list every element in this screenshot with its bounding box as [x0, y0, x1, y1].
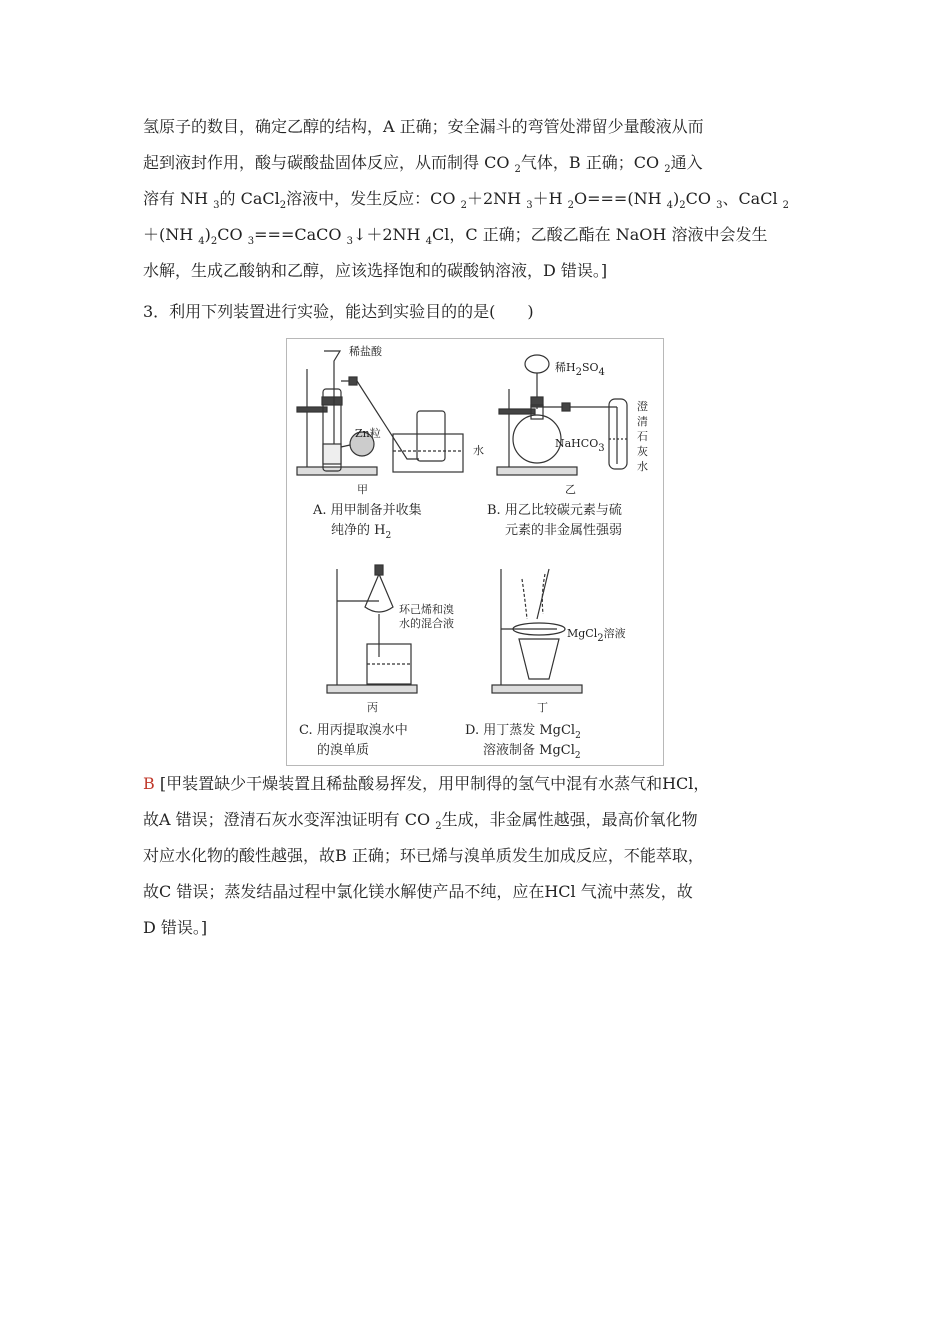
text-line: [465, 741, 581, 761]
water-label: 水: [473, 444, 484, 457]
subscript: 2: [514, 164, 521, 175]
subscript: 2: [782, 200, 790, 211]
answer-line-5: D 错误。]: [143, 918, 208, 937]
text: 稀H: [555, 361, 576, 374]
text: 纯净的 H: [331, 523, 386, 538]
bing-label: 丙: [367, 701, 378, 714]
text: C. 用丙提取溴水中: [299, 723, 408, 738]
subscript: 2: [679, 200, 686, 211]
text: ＋(NH: [143, 225, 199, 244]
text: CO: [217, 225, 248, 244]
subscript: 4: [198, 236, 205, 247]
text: ): [672, 189, 680, 208]
text: 生成，非金属性越强，最高价氧化物: [441, 810, 698, 829]
explanation-line-4: [143, 217, 823, 253]
option-d-caption: [465, 721, 581, 761]
subscript: 2: [575, 367, 582, 378]
text: A. 用甲制备并收集: [313, 503, 422, 518]
subscript: 2: [435, 821, 442, 832]
text: ↓＋2NH: [352, 225, 426, 244]
text: 溶有 NH: [143, 189, 214, 208]
explanation-paragraph: [143, 109, 823, 289]
text: 、CaCl: [722, 189, 783, 208]
apparatus-drawing: [287, 339, 663, 765]
answer-line-1: [143, 766, 823, 802]
text: B. 用乙比较碳元素与硫: [487, 503, 622, 518]
option-a-caption: [313, 501, 422, 541]
text: 通入: [670, 153, 703, 172]
explanation-line-1: [143, 109, 823, 145]
text: NaHCO: [555, 437, 599, 450]
explanation-line-3: [143, 181, 823, 217]
text: D. 用丁蒸发 MgCl: [465, 723, 576, 738]
subscript: 2: [597, 633, 604, 644]
subscript: 4: [425, 236, 432, 247]
subscript: 2: [567, 200, 574, 211]
subscript: 2: [385, 531, 392, 541]
subscript: 2: [460, 200, 467, 211]
answer-line-3: 对应水化物的酸性越强，故B 正确；环已烯与溴单质发生加成反应，不能萃取，: [143, 846, 704, 865]
subscript: 3: [247, 236, 255, 247]
text: [甲装置缺少干燥装置且稀盐酸易挥发，用甲制得的氢气中混有水蒸气和HCl，: [154, 774, 710, 793]
text: ＋H: [532, 189, 568, 208]
subscript: 4: [666, 200, 673, 211]
text: ===CaCO: [254, 225, 347, 244]
apparatus-jia: [297, 351, 463, 475]
text: 水的混合液: [399, 617, 454, 630]
limewater-label: [637, 399, 648, 474]
option-b-caption: [487, 501, 622, 541]
hcl-label: 稀盐酸: [349, 345, 382, 358]
text-line: [313, 521, 422, 541]
explanation-line-5: [143, 253, 823, 289]
text: 溶液制备 MgCl: [483, 743, 575, 758]
text: 水解，生成乙酸钠和乙醇，应该选择饱和的碳酸钠溶液，D 错误。]: [143, 261, 608, 280]
subscript: 4: [598, 367, 605, 378]
text: 氢原子的数目，确定乙醇的结构，A 正确；安全漏斗的弯管处滞留少量酸液从而: [143, 117, 704, 136]
subscript: 3: [526, 200, 533, 211]
question-text: 3．利用下列装置进行实验，能达到实验目的的是( ): [143, 302, 534, 321]
text: CO: [685, 189, 717, 208]
answer-letter: B: [143, 774, 155, 793]
text: 环己烯和溴: [399, 603, 454, 616]
text: ): [204, 225, 211, 244]
subscript: 3: [598, 443, 605, 454]
h2so4-label: [555, 359, 605, 378]
text: 溶液: [603, 627, 626, 640]
subscript: 2: [574, 751, 581, 761]
text: 气体，B 正确；CO: [520, 153, 665, 172]
text: 的溴单质: [317, 743, 370, 758]
char: 灰: [637, 445, 648, 458]
char: 石: [637, 430, 648, 443]
mgcl2-label: [567, 625, 626, 644]
char: 澄: [637, 400, 648, 413]
subscript: 2: [279, 200, 287, 211]
explanation-line-2: [143, 145, 823, 181]
char: 水: [637, 460, 648, 473]
text: 起到液封作用，酸与碳酸盐固体反应，从而制得 CO: [143, 153, 515, 172]
subscript: 2: [664, 164, 671, 175]
nahco3-label: [555, 437, 605, 454]
answer-paragraph: [143, 766, 823, 946]
text: SO: [581, 361, 599, 374]
jia-label: 甲: [357, 483, 368, 496]
mix-label: [399, 603, 454, 631]
apparatus-figure: [286, 338, 664, 766]
text-line: [465, 721, 581, 741]
char: 清: [637, 415, 648, 428]
text: 溶液中，发生反应：CO: [286, 189, 461, 208]
answer-line-4: 故C 错误；蒸发结晶过程中氯化镁水解使产品不纯，应在HCl 气流中蒸发，故: [143, 882, 693, 901]
subscript: 3: [213, 200, 220, 211]
zn-label: Zn粒: [355, 427, 381, 440]
text: Cl，C 正确；乙酸乙酯在 NaOH 溶液中会发生: [431, 225, 768, 244]
subscript: 2: [210, 236, 218, 247]
text: 的 CaCl: [219, 189, 280, 208]
ding-label: 丁: [537, 701, 548, 714]
option-c-caption: [299, 721, 408, 761]
text: O===(NH: [573, 189, 667, 208]
text: 元素的非金属性强弱: [505, 523, 623, 538]
subscript: 3: [716, 200, 723, 211]
text: MgCl: [567, 627, 598, 640]
subscript: 2: [575, 731, 581, 741]
subscript: 3: [346, 236, 353, 247]
text: 故A 错误；澄清石灰水变浑浊证明有 CO: [143, 810, 436, 829]
question-stem: [143, 294, 823, 330]
text: ＋2NH: [466, 189, 527, 208]
yi-label: 乙: [565, 483, 576, 496]
answer-line-2: [143, 802, 823, 838]
